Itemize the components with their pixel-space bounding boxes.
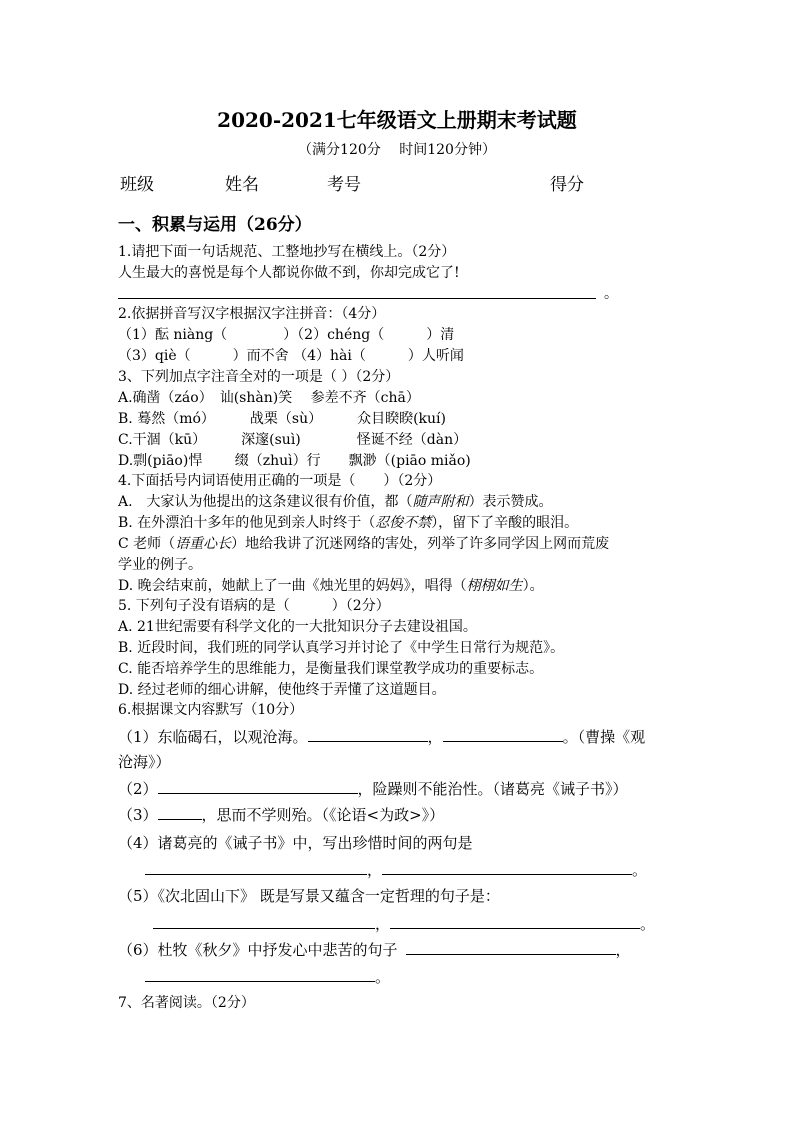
q5-stem: 5. 下列句子没有语病的是（ ）（2分） [118, 598, 390, 614]
q6-blank-4[interactable] [158, 805, 202, 820]
q6-l6-text: （6）杜牧《秋夕》中抒发心中悲苦的句子 [118, 941, 398, 959]
q3-stem: 3、下列加点字注音全对的一项是（ ）（2分） [118, 369, 400, 385]
q4-option-c [118, 534, 609, 554]
q4-d-pre: D. 晚会结束前，她献上了一曲《烛光里的妈妈》，唱得（ [118, 578, 467, 594]
q4-c-pre: C 老师（ [118, 536, 176, 552]
q1-stem: 1.请把下面一句话规范、工整地抄写在横线上。（2分） [118, 244, 456, 260]
q4-b-word: 忍俊不禁 [375, 515, 432, 531]
q1-end: 。 [604, 286, 618, 302]
q6-line1-cont: 沧海》） [118, 753, 171, 771]
q6-blank-6[interactable] [382, 860, 632, 875]
q4-d-post: ）。 [522, 578, 544, 594]
q6-blank-2[interactable] [443, 727, 563, 742]
q5-option-d: D. 经过老师的细心讲解，使他终于弄懂了这道题目。 [118, 682, 446, 698]
exam-subtitle: （满分120分 时间120分钟） [298, 142, 496, 158]
q6-line5: （5）《次北固山下》 既是写景又蕴含一定哲理的句子是： [118, 887, 500, 905]
q4-option-a [118, 492, 553, 512]
q3-option-a: A.确凿（záo） 讪(shàn)笑 参差不齐（chā） [118, 390, 420, 406]
q6-blank-1[interactable] [308, 727, 428, 742]
q2-line1: （1）酝 niàng（ ）（2）chéng（ ）清 [118, 327, 455, 343]
q3-option-d: D.剽(piāo)悍 缀（zhuì）行 飘渺（(piāo miǎo) [118, 453, 471, 469]
exam-title: 2020-2021七年级语文上册期末考试题 [217, 108, 577, 132]
name-label: 姓名 [225, 175, 259, 195]
score-label: 得分 [550, 175, 584, 195]
q6-line3 [118, 805, 444, 825]
q4-option-b [118, 513, 578, 533]
q6-l5-comma: ， [375, 915, 391, 933]
q4-d-word: 栩栩如生 [466, 578, 523, 594]
q4-c-post: ）地给我讲了沉迷网络的害处，列举了许多同学因上网而荒废 [231, 536, 610, 552]
q6-blank-5[interactable] [145, 860, 367, 875]
q6-line6 [118, 940, 631, 960]
q6-blank-8[interactable] [390, 914, 640, 929]
q6-blank-10[interactable] [145, 967, 375, 982]
q2-line2: （3）qiè（ ）而不舍 （4）hài（ ）人听闻 [118, 348, 464, 364]
q6-line1 [118, 727, 645, 747]
q6-l3-text: ，思而不学则殆。（《论语<为政>》） [201, 806, 445, 824]
q6-l3-num: （3） [118, 806, 158, 824]
q5-option-a: A. 21世纪需要有科学文化的一大批知识分子去建设祖国。 [118, 619, 477, 635]
q6-l1-text: （1）东临碣石，以观沧海。 [118, 728, 308, 746]
q6-l6-comma: ， [615, 941, 631, 959]
q4-b-pre: B. 在外漂泊十多年的他见到亲人时终于（ [118, 515, 376, 531]
q6-line4: （4）诸葛亮的《诫子书》中，写出珍惜时间的两句是 [118, 834, 473, 852]
q3-option-b: B. 蓦然（mó） 战栗（sù） 众目睽睽(kuí) [118, 411, 446, 427]
q4-c-word: 语重心长 [175, 536, 232, 552]
q6-line2 [118, 779, 628, 799]
q6-blank-7[interactable] [153, 914, 375, 929]
q1-sentence: 人生最大的喜悦是每个人都说你做不到，你却完成它了! [118, 265, 460, 281]
q6-l1-source: 。（曹操《观 [562, 728, 646, 746]
q6-line6-answer [145, 967, 390, 987]
q6-l2-text: ，险躁则不能治性。（诸葛亮《诫子书》） [357, 780, 628, 798]
q4-option-c-cont: 学业的例子。 [118, 557, 202, 573]
q4-option-d [118, 576, 544, 596]
class-label: 班级 [120, 175, 154, 195]
q4-a-word: 随声附和 [412, 494, 469, 510]
q7-stem: 7、名著阅读。（2分） [118, 995, 255, 1011]
q6-l1-comma: ， [427, 728, 443, 746]
q4-b-post: ），留下了辛酸的眼泪。 [431, 515, 579, 531]
q6-blank-9[interactable] [406, 940, 616, 955]
q6-l5-end: 。 [640, 915, 656, 933]
q6-l6-end: 。 [375, 968, 391, 986]
q3-option-c: C.干涸（kū） 深邃(suì) 怪诞不经（dàn） [118, 432, 468, 448]
q6-l4-end: 。 [632, 861, 648, 879]
q1-answer-line[interactable] [118, 298, 596, 299]
q4-a-pre: A. 大家认为他提出的这条建议很有价值，都（ [118, 494, 413, 510]
q6-line4-answer [145, 860, 647, 880]
q5-option-c: C. 能否培养学生的思维能力，是衡量我们课堂教学成功的重要标志。 [118, 661, 544, 677]
q2-stem: 2.依据拼音写汉字根据汉字注拼音：（4分） [118, 306, 386, 322]
q4-stem: 4.下面括号内词语使用正确的一项是（ ）（2分） [118, 473, 442, 489]
q6-blank-3[interactable] [158, 779, 358, 794]
q5-option-b: B. 近段时间，我们班的同学认真学习并讨论了《中学生日常行为规范》。 [118, 640, 565, 656]
q4-a-post: ）表示赞成。 [468, 494, 553, 510]
q6-l2-num: （2） [118, 780, 158, 798]
q6-l4-comma: ， [367, 861, 383, 879]
q6-stem: 6.根据课文内容默写（10分） [118, 702, 304, 718]
q6-line5-answer [153, 914, 655, 934]
section-heading: 一、积累与运用（26分） [118, 215, 312, 235]
id-label: 考号 [327, 175, 361, 195]
